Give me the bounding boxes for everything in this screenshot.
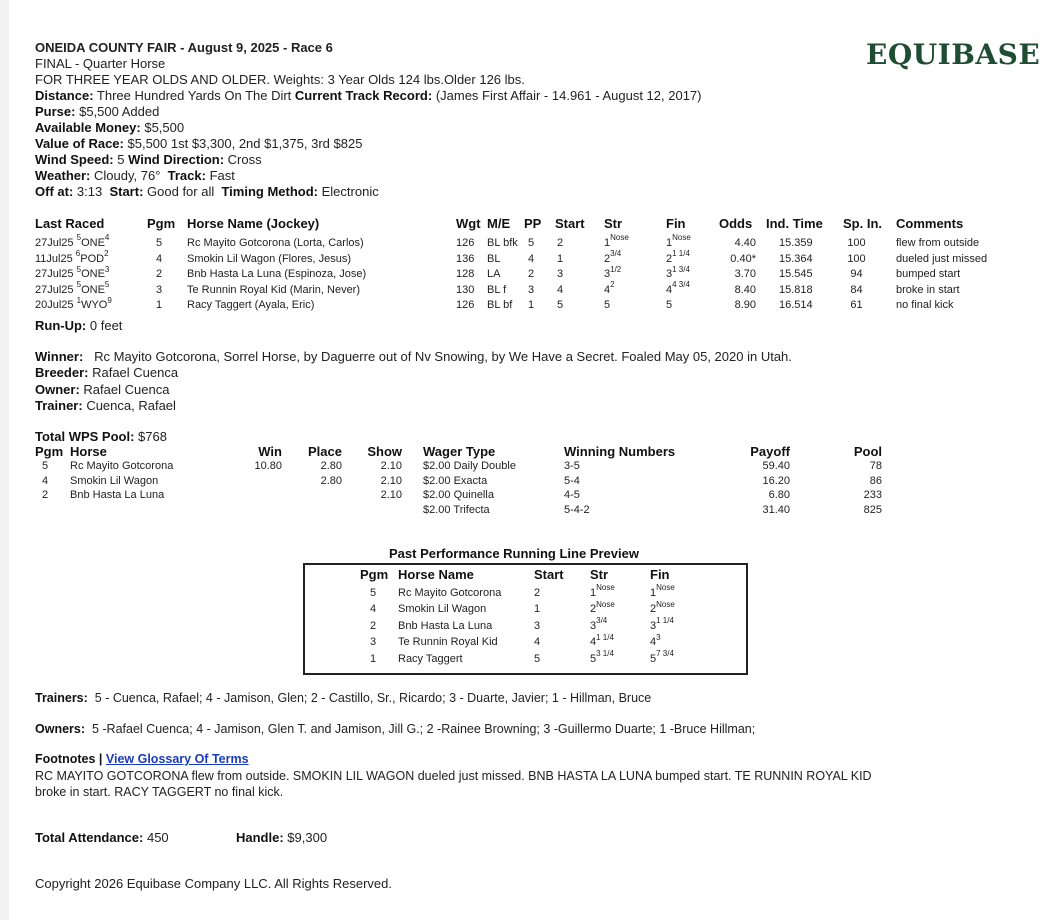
copyright: Copyright 2026 Equibase Company LLC. All Rights Reserved. [35, 876, 392, 891]
last-race-num: 6 [75, 248, 81, 258]
stretch-call [604, 298, 610, 312]
odds: 8.40 [734, 283, 756, 296]
pp-stretch [590, 632, 614, 649]
wager-type: $2.00 Exacta [423, 474, 488, 487]
pp-stretch [590, 599, 615, 616]
footnotes-line-1: RC MAYITO GOTCORONA flew from outside. SMOKIN LIL WAGON dueled just missed. BNB HASTA LA LUNA bumped start. TE RUNNIN ROYAL KID [35, 769, 872, 783]
payout-horse: Rc Mayito Gotcorona [70, 460, 174, 472]
distance-line [35, 88, 701, 104]
wager-type: $2.00 Daily Double [423, 460, 516, 472]
comment: broke in start [896, 283, 960, 296]
horse-jockey: Bnb Hasta La Luna (Espinoza, Jose) [187, 268, 367, 281]
payout-header-horse: Horse [70, 444, 107, 459]
finish-margin: 1 1/4 [672, 248, 690, 258]
payout-header-pgm: Pgm [35, 444, 64, 459]
pp-stretch-margin: 1 1/4 [596, 632, 614, 642]
med-equip: BL [487, 252, 501, 265]
last-finish: 3 [104, 264, 110, 274]
last-finish: 2 [104, 248, 109, 258]
pp-finish-pos: 3 [650, 619, 657, 632]
comment: bumped start [896, 268, 961, 281]
pp-finish-pos: 1 [650, 587, 657, 599]
race-conditions: FOR THREE YEAR OLDS AND OLDER. Weights: 3 Year Olds 124 lbs.Older 126 lbs. [35, 72, 525, 87]
timing-value: Electronic [321, 184, 379, 199]
pp-stretch-pos: 1 [590, 587, 597, 599]
last-race-num: 5 [76, 280, 82, 290]
pp-start: 2 [534, 587, 541, 599]
ind-time: 15.364 [779, 252, 813, 265]
pp-finish-pos: 2 [650, 603, 657, 616]
post-position: 4 [528, 252, 535, 265]
payout-win: 10.80 [254, 460, 282, 472]
med-equip: BL bf [487, 299, 513, 312]
stretch-call [604, 233, 629, 250]
pp-finish-pos: 5 [650, 652, 657, 665]
attendance-value: 450 [146, 830, 169, 845]
attendance-line [35, 830, 169, 846]
pp-pgm: 5 [370, 587, 377, 599]
payout-show: 2.10 [380, 489, 402, 501]
available-value: $5,500 [144, 120, 185, 135]
handle-line [236, 830, 327, 846]
available-line [35, 120, 701, 136]
pp-finish-margin: 7 3/4 [656, 648, 674, 658]
finish-call [666, 248, 690, 266]
winning-numbers: 5-4-2 [564, 503, 590, 516]
med-equip: LA [487, 268, 501, 281]
pp-stretch-pos: 3 [590, 619, 597, 632]
weight: 136 [456, 252, 475, 265]
wager-header-numbers: Winning Numbers [564, 444, 676, 459]
pp-stretch-pos: 5 [590, 652, 597, 665]
pp-stretch-margin: Nose [596, 599, 615, 609]
med-equip: BL bfk [487, 237, 518, 249]
col-header-fin: Fin [666, 216, 686, 231]
last-raced [35, 295, 112, 312]
stretch-call [604, 248, 622, 266]
pp-stretch-margin: 3/4 [596, 616, 608, 626]
off-value: 3:13 [76, 184, 103, 199]
wager-header-payoff: Payoff [750, 444, 790, 459]
handle-value: $9,300 [287, 830, 328, 845]
trainers-label: Trainers: [35, 691, 88, 705]
off-label: Off at: [35, 184, 74, 199]
speed-index: 100 [847, 237, 866, 249]
wps-pool-value: $768 [138, 429, 167, 444]
pp-title: Past Performance Running Line Preview [389, 546, 639, 561]
last-raced [35, 280, 110, 297]
record-label: Current Track Record: [294, 88, 433, 103]
weather-label: Weather: [35, 168, 91, 183]
footnotes-label: Footnotes | [35, 752, 103, 766]
payout-header-win: Win [258, 444, 282, 459]
pp-horse: Rc Mayito Gotcorona [398, 587, 502, 599]
horse-jockey: Smokin Lil Wagon (Flores, Jesus) [187, 252, 352, 265]
payout-header-show: Show [367, 444, 402, 459]
start-value: Good for all [147, 184, 215, 199]
purse-line [35, 104, 701, 120]
pp-header-fin: Fin [650, 567, 670, 582]
trainer-value: Cuenca, Rafael [86, 397, 176, 413]
owner-value: Rafael Cuenca [83, 381, 170, 397]
runup-value: 0 feet [89, 318, 123, 333]
pgm: 3 [156, 283, 163, 296]
last-race-num: 1 [76, 295, 82, 305]
odds: 0.40* [730, 252, 756, 265]
purse-label: Purse: [35, 104, 76, 119]
available-label: Available Money: [35, 120, 141, 135]
comment: flew from outside [896, 237, 980, 249]
payout-horse: Smokin Lil Wagon [70, 474, 159, 487]
last-race-num: 5 [76, 233, 82, 243]
pp-stretch [590, 583, 615, 600]
pp-stretch [590, 648, 614, 666]
weight: 126 [456, 299, 475, 312]
start-pos: 1 [557, 252, 564, 265]
payout-show: 2.10 [380, 474, 402, 487]
finish-margin: 4 3/4 [672, 280, 690, 290]
owners-value: 5 -Rafael Cuenca; 4 - Jamison, Glen T. and Jamison, Jill G.; 2 -Rainee Browning; 3 -Guillermo Duarte; 1 -Bruce Hillman; [91, 722, 756, 736]
value-value: $5,500 1st $3,300, 2nd $1,375, 3rd $825 [127, 136, 363, 151]
winning-numbers: 5-4 [564, 474, 580, 487]
payout-place: 2.80 [320, 460, 342, 472]
start-label: Start: [109, 184, 144, 199]
pp-horse: Racy Taggert [398, 652, 463, 665]
post-position: 3 [528, 283, 535, 296]
last-date: 27Jul25 [35, 237, 74, 249]
wager-payoff: 59.40 [762, 460, 790, 472]
wager-pool: 233 [863, 489, 882, 501]
speed-index: 61 [850, 299, 863, 312]
pp-header-str: Str [590, 567, 609, 582]
start-pos: 4 [557, 283, 564, 296]
pp-stretch-margin: Nose [596, 583, 615, 593]
pp-finish [650, 583, 675, 600]
wager-header-pool: Pool [853, 444, 882, 459]
race-header [35, 40, 701, 200]
pp-finish [650, 616, 674, 633]
finish-pos: 1 [666, 237, 673, 249]
weather-line [35, 168, 701, 184]
ind-time: 15.818 [779, 283, 813, 296]
distance-label: Distance: [35, 88, 94, 103]
finish-pos: 3 [666, 268, 673, 281]
pp-pgm: 4 [370, 603, 377, 616]
winning-numbers: 4-5 [564, 489, 580, 501]
pp-horse: Bnb Hasta La Luna [398, 619, 493, 632]
winner-line [35, 349, 792, 365]
ind-time: 15.359 [779, 237, 813, 249]
winning-numbers: 3-5 [564, 460, 580, 472]
payout-header-place: Place [308, 444, 342, 459]
pp-finish-margin: 3 [656, 632, 661, 642]
left-gutter [0, 0, 9, 920]
breeder-line [35, 365, 792, 381]
pgm: 4 [156, 252, 163, 265]
weight: 130 [456, 283, 475, 296]
pp-stretch-pos: 4 [590, 636, 597, 649]
trainer-line [35, 398, 792, 414]
col-header-comments: Comments [896, 216, 964, 231]
pp-stretch [590, 616, 608, 633]
stretch-pos: 1 [604, 237, 611, 249]
wager-pool: 86 [869, 474, 882, 487]
breeder-label: Breeder: [35, 365, 89, 381]
pgm: 1 [156, 299, 163, 312]
track-value: Fast [209, 168, 235, 183]
pp-start: 4 [534, 636, 541, 649]
trainers-line [35, 690, 651, 706]
finish-pos: 2 [666, 252, 673, 265]
wager-header-type: Wager Type [423, 444, 496, 459]
finish-pos: 4 [666, 283, 673, 296]
pp-horse: Smokin Lil Wagon [398, 603, 487, 616]
last-race-num: 5 [76, 264, 82, 274]
speed-index: 84 [850, 283, 863, 296]
col-header-me: M/E [487, 216, 511, 231]
pp-start: 5 [534, 652, 541, 665]
stretch-margin: 2 [610, 280, 615, 290]
stretch-margin: Nose [610, 233, 629, 243]
wind-dir-value: Cross [227, 152, 262, 167]
col-header-pp: PP [524, 216, 542, 231]
payout-place: 2.80 [320, 474, 342, 487]
med-equip: BL f [487, 283, 507, 296]
ind-time: 16.514 [779, 299, 813, 312]
last-date: 27Jul25 [35, 268, 74, 281]
col-header-last-raced: Last Raced [35, 216, 105, 231]
pp-finish-margin: 1 1/4 [656, 616, 674, 626]
weather-value: Cloudy, 76° [94, 168, 161, 183]
trainer-label: Trainer: [35, 397, 83, 413]
weight: 126 [456, 237, 475, 249]
col-header-pgm: Pgm [147, 216, 176, 231]
horse-jockey: Te Runnin Royal Kid (Marin, Never) [187, 283, 361, 296]
wager-type: $2.00 Quinella [423, 489, 494, 501]
finish-call [666, 298, 672, 312]
pp-stretch-margin: 3 1/4 [596, 648, 614, 658]
pp-finish [650, 648, 674, 666]
last-track: POD [80, 252, 105, 265]
last-track: ONE [81, 268, 105, 281]
wps-pool-line [35, 429, 167, 445]
handle-label: Handle: [236, 830, 284, 845]
wager-payoff: 6.80 [768, 489, 790, 501]
wager-pool: 825 [863, 503, 882, 516]
last-finish: 9 [107, 295, 112, 305]
stretch-margin: 1/2 [610, 264, 622, 274]
pp-pgm: 3 [370, 636, 377, 649]
odds: 8.90 [734, 299, 756, 312]
attendance-label: Total Attendance: [35, 830, 144, 845]
speed-index: 100 [847, 252, 866, 265]
winner-value: Rc Mayito Gotcorona, Sorrel Horse, by Daguerre out of Nv Snowing, by We Have a Secret. Foaled May 05, 2020 in Utah. [94, 349, 792, 364]
post-position: 2 [528, 268, 535, 281]
pp-header-start: Start [534, 567, 564, 582]
runup-line [35, 318, 122, 334]
col-header-start: Start [555, 216, 585, 231]
distance-value: Three Hundred Yards On The Dirt [96, 88, 292, 103]
pp-pgm: 1 [370, 652, 377, 665]
horse-jockey: Racy Taggert (Ayala, Eric) [187, 299, 315, 312]
winner-info [35, 349, 792, 414]
finish-margin: Nose [672, 233, 691, 243]
equibase-logo: EQUIBASE [866, 38, 1040, 71]
speed-index: 94 [850, 268, 863, 281]
pp-start: 3 [534, 619, 541, 632]
last-finish: 4 [104, 233, 110, 243]
last-date: 27Jul25 [35, 283, 74, 296]
record-value: (James First Affair - 14.961 - August 12, 2017) [435, 88, 702, 103]
payout-pgm: 4 [42, 474, 49, 487]
ind-time: 15.545 [779, 268, 813, 281]
pp-stretch-pos: 2 [590, 603, 597, 616]
wager-pool: 78 [869, 460, 882, 472]
runup-label: Run-Up: [35, 318, 87, 333]
col-header-odds: Odds [719, 216, 753, 231]
pp-header-horse: Horse Name [398, 567, 474, 582]
horse-jockey: Rc Mayito Gotcorona (Lorta, Carlos) [187, 237, 364, 249]
col-header-horse: Horse Name (Jockey) [187, 216, 320, 231]
owner-label: Owner: [35, 381, 80, 397]
wind-line [35, 152, 701, 168]
pp-header-pgm: Pgm [360, 567, 389, 582]
finish-margin: 1 3/4 [672, 264, 690, 274]
start-pos: 5 [557, 299, 564, 312]
pp-horse: Te Runnin Royal Kid [398, 636, 498, 649]
race-title: ONEIDA COUNTY FAIR - August 9, 2025 - Race 6 [35, 40, 333, 55]
comment: dueled just missed [896, 252, 988, 265]
start-pos: 2 [557, 237, 564, 249]
last-track: WYO [81, 299, 108, 312]
wind-speed-label: Wind Speed: [35, 152, 114, 167]
finish-call [666, 280, 690, 297]
owners-label: Owners: [35, 722, 86, 736]
stretch-margin: 3/4 [610, 248, 622, 258]
pp-finish-pos: 4 [650, 636, 657, 649]
last-raced [35, 233, 110, 250]
last-date: 11Jul25 [35, 252, 73, 265]
winner-label: Winner: [35, 349, 84, 364]
col-header-ind-time: Ind. Time [766, 216, 823, 231]
owner-line [35, 382, 792, 398]
pp-finish-margin: Nose [656, 583, 675, 593]
last-raced [35, 264, 110, 281]
track-label: Track: [167, 168, 206, 183]
last-track: ONE [81, 283, 105, 296]
finish-pos: 5 [666, 299, 673, 312]
pp-pgm: 2 [370, 619, 377, 632]
wps-pool-label: Total WPS Pool: [35, 429, 135, 444]
comment: no final kick [896, 299, 954, 312]
footnotes-header [35, 751, 249, 767]
col-header-str: Str [604, 216, 623, 231]
stretch-call [604, 280, 615, 297]
last-date: 20Jul25 [35, 299, 74, 312]
stretch-pos: 2 [604, 252, 611, 265]
stretch-pos: 5 [604, 299, 611, 312]
glossary-link[interactable]: View Glossary Of Terms [105, 752, 249, 766]
wager-payoff: 16.20 [762, 474, 790, 487]
pp-finish [650, 632, 661, 649]
pgm: 2 [156, 268, 163, 281]
wager-type: $2.00 Trifecta [423, 503, 490, 516]
footnotes-line-2: broke in start. RACY TAGGERT no final kick. [35, 785, 284, 799]
owners-line [35, 721, 755, 737]
trainers-value: 5 - Cuenca, Rafael; 4 - Jamison, Glen; 2 - Castillo, Sr., Ricardo; 3 - Duarte, Javier; 1 - Hillman, Bruce [94, 691, 652, 705]
post-position: 5 [528, 237, 535, 249]
col-header-sp-in: Sp. In. [843, 216, 882, 231]
start-pos: 3 [557, 268, 564, 281]
pgm: 5 [156, 237, 163, 249]
pp-finish [650, 599, 675, 616]
purse-value: $5,500 Added [79, 104, 160, 119]
last-raced [35, 248, 109, 266]
breeder-value: Rafael Cuenca [92, 365, 179, 381]
col-header-wgt: Wgt [456, 216, 481, 231]
timing-label: Timing Method: [221, 184, 318, 199]
payout-horse: Bnb Hasta La Luna [70, 489, 165, 501]
post-position: 1 [528, 299, 535, 312]
wager-payoff: 31.40 [762, 503, 790, 516]
odds: 3.70 [734, 268, 756, 281]
value-line [35, 136, 701, 152]
payout-pgm: 2 [42, 489, 49, 501]
last-finish: 5 [104, 280, 110, 290]
stretch-pos: 4 [604, 283, 611, 296]
payout-show: 2.10 [380, 460, 402, 472]
finish-call [666, 233, 691, 250]
odds: 4.40 [734, 237, 756, 249]
stretch-pos: 3 [604, 268, 611, 281]
pp-start: 1 [534, 603, 541, 616]
last-track: ONE [81, 237, 105, 249]
weight: 128 [456, 268, 475, 281]
off-line [35, 184, 701, 200]
payout-pgm: 5 [42, 460, 49, 472]
wind-speed-value: 5 [117, 152, 125, 167]
wind-dir-label: Wind Direction: [128, 152, 225, 167]
pp-finish-margin: Nose [656, 599, 675, 609]
value-label: Value of Race: [35, 136, 124, 151]
race-subtitle: FINAL - Quarter Horse [35, 56, 166, 71]
